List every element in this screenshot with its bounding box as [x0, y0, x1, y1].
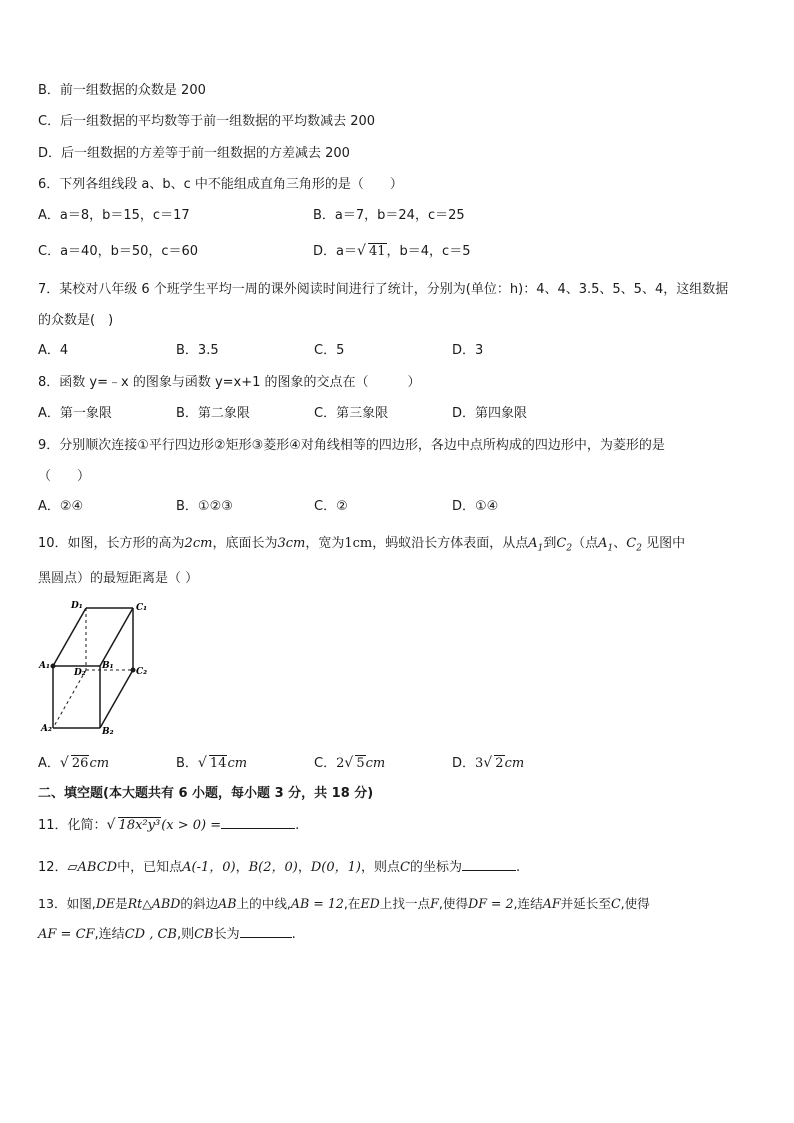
q11-radicand: 18x²y³: [118, 818, 161, 833]
answer-blank: [462, 870, 516, 871]
label-c1: C₁: [136, 603, 148, 613]
q8-option-b: B．第二象限: [176, 406, 250, 421]
sqrt-symbol: [107, 817, 162, 835]
point-a1-dot: [51, 664, 56, 669]
sqrt-symbol: √ 26: [60, 755, 90, 773]
q6-option-c: C．a＝40，b＝50，c＝60: [38, 244, 199, 259]
q9-stem-line2: （ ）: [38, 469, 91, 484]
answer-blank: [240, 937, 292, 938]
q6-d-radicand: 41: [368, 244, 386, 259]
label-d2: D₂: [74, 668, 86, 678]
q9-option-d: D．①④: [452, 499, 499, 514]
q5-option-c: C．后一组数据的平均数等于前一组数据的平均数减去 200: [38, 114, 376, 129]
q8-stem: 8．函数 y=﹣x 的图象与函数 y=x+1 的图象的交点在（ ）: [38, 375, 421, 390]
q10-point-a1: $A_1$: [598, 536, 614, 554]
edge: [100, 608, 133, 666]
edge: [100, 670, 133, 728]
label-c2: C₂: [136, 667, 148, 677]
sqrt-symbol: √ 14: [198, 755, 228, 773]
q10-text: 到: [543, 536, 557, 551]
q6-option-d: [313, 243, 470, 261]
q5-option-b: B．前一组数据的众数是 200: [38, 83, 206, 98]
q10-option-c: C．2√ 5cm: [314, 755, 385, 773]
q10-text: （点: [572, 536, 599, 551]
q7-stem-line1: 7．某校对八年级 6 个班学生平均一周的课外阅读时间进行了统计，分别为(单位：h)：4、4、3.5、5、5、4，这组数据: [38, 282, 729, 297]
q13-stem-line1: 13．如图,DE是Rt△ABD的斜边AB上的中线,AB = 12,在ED上找一点F,使得DF = 2,连结AF并延长至C,使得: [38, 896, 650, 911]
q10-stem-line2: 黑圆点）的最短距离是（ ）: [38, 571, 199, 586]
q10-text: 、: [613, 536, 627, 551]
q9-option-b: B．①②③: [176, 499, 233, 514]
q8-option-a: A．第一象限: [38, 406, 112, 421]
q7-option-c: C．5: [314, 343, 345, 358]
q9-stem-line1: 9．分别顺次连接①平行四边形②矩形③菱形④对角线相等的四边形，各边中点所构成的四边形中，为菱形的是: [38, 438, 665, 453]
q9-option-c: C．②: [314, 499, 348, 514]
q10-width: 1cm: [344, 536, 373, 551]
point-c2-dot: [131, 668, 136, 673]
q6-stem: 6．下列各组线段 a、b、c 中不能组成直角三角形的是（ ）: [38, 177, 403, 192]
q8-option-c: C．第三象限: [314, 406, 389, 421]
q10-point-a1: $A_1$: [528, 536, 544, 554]
q10-option-b: B．√ 14cm: [176, 755, 247, 773]
q9-option-a: A．②④: [38, 499, 84, 514]
q10-text: ，底面长为: [212, 536, 278, 551]
q7-option-b: B．3.5: [176, 343, 219, 358]
label-a2: A₂: [41, 724, 52, 734]
q6-option-a: A．a＝8，b＝15，c＝17: [38, 208, 190, 223]
q10-option-a: A．√ 26cm: [38, 755, 109, 773]
q6-d-suffix: ，b＝4，c＝5: [386, 244, 471, 259]
q10-point-c2: $C_2$: [626, 536, 642, 554]
q7-option-a: A．4: [38, 343, 69, 358]
q12-shape: ▱ABCD: [67, 860, 118, 875]
q7-option-d: D．3: [452, 343, 484, 358]
q10-text: ，宽为: [305, 536, 345, 551]
q6-option-b: B．a＝7，b＝24，c＝25: [313, 208, 465, 223]
q6-d-prefix: D．a＝: [313, 244, 357, 259]
q10-text: 见图中: [641, 536, 686, 551]
q8-option-d: D．第四象限: [452, 406, 528, 421]
q10-length: 3cm: [277, 536, 306, 551]
hidden-edge: [53, 670, 86, 728]
q10-height: 2cm: [184, 536, 213, 551]
label-b1: B₁: [102, 661, 114, 671]
q10-option-d: D．3√ 2cm: [452, 755, 524, 773]
q7-stem-line2: 的众数是( ): [38, 313, 114, 328]
q10-cuboid-figure: [38, 598, 158, 740]
edge: [53, 608, 86, 666]
q10-point-c2: $C_2$: [556, 536, 573, 554]
q5-option-d: D．后一组数据的方差等于前一组数据的方差减去 200: [38, 146, 350, 161]
q10-text: ，蚂蚁沿长方体表面，从点: [372, 536, 529, 551]
q13-stem-line2: AF = CF,连结CD , CB,则CB长为 .: [38, 927, 296, 942]
label-a1: A₁: [39, 661, 50, 671]
label-d1: D₁: [71, 601, 83, 611]
sqrt-symbol: √ 5: [344, 755, 365, 773]
q11-condition: (x > 0) =: [161, 818, 222, 833]
q11-stem: 11．化简：√ 18x²y³(x > 0) = .: [38, 817, 299, 835]
sqrt-symbol: [357, 243, 387, 261]
q12-stem: 12．▱ABCD中，已知点A(-1，0)，B(2，0)，D(0，1)，则点C的坐标为 .: [38, 860, 521, 875]
answer-blank: [221, 828, 295, 829]
sqrt-symbol: √ 2: [483, 755, 504, 773]
section-heading: 二、填空题(本大题共有 6 小题，每小题 3 分，共 18 分): [38, 786, 374, 801]
q10-text: 10．如图，长方形的高为: [38, 536, 185, 551]
q10-stem-line1: [38, 535, 685, 558]
label-b2: B₂: [102, 727, 114, 737]
